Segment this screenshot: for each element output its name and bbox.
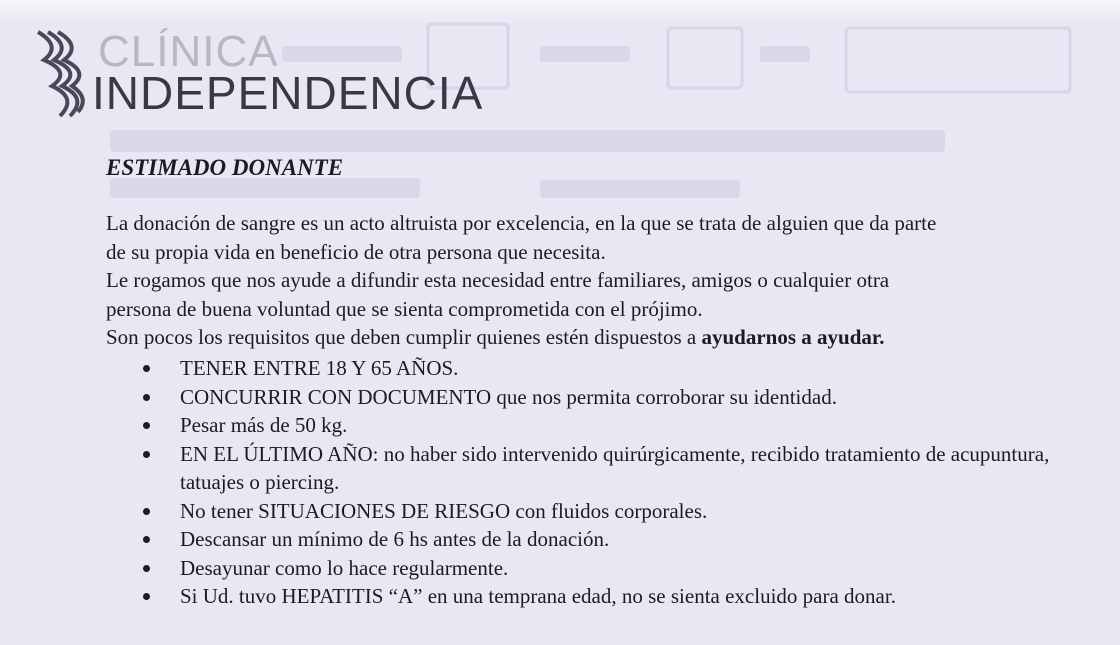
list-item xyxy=(0,383,1100,412)
requirements-list xyxy=(0,354,1120,611)
clinic-logo xyxy=(32,26,484,126)
requirement-text: Descansar un mínimo de 6 hs antes de la donación. xyxy=(180,527,610,551)
list-item xyxy=(0,354,1100,383)
list-item xyxy=(0,411,1100,440)
requirement-text: No tener SITUACIONES DE RIESGO con fluidos corporales. xyxy=(180,498,708,523)
requirement-text: CONCURRIR CON DOCUMENTO que nos permita corroborar su identidad. xyxy=(180,384,837,409)
bullet-icon xyxy=(143,565,150,572)
logo-waves-icon xyxy=(32,26,92,122)
letter-heading: ESTIMADO DONANTE xyxy=(106,155,344,180)
bullet-icon xyxy=(143,394,150,401)
requirement-text: EN EL ÚLTIMO AÑO: no haber sido intervenido quirúrgicamente, recibido tratamiento de acupuntura, tatuajes o piercing. xyxy=(180,441,1050,494)
requirements-intro xyxy=(106,323,1106,352)
requirement-text: Pesar más de 50 kg. xyxy=(180,413,348,437)
list-item xyxy=(0,525,1100,554)
requirement-text: Desayunar como lo hace regularmente. xyxy=(180,555,509,580)
bullet-icon xyxy=(143,422,150,429)
bullet-icon xyxy=(143,536,150,543)
bullet-icon xyxy=(143,508,150,515)
list-item xyxy=(0,440,1100,497)
list-item xyxy=(0,497,1100,526)
bullet-icon xyxy=(143,365,150,372)
list-item xyxy=(0,554,1100,583)
requirements-intro-emphasis: ayudarnos a ayudar. xyxy=(701,325,885,349)
intro-line: persona de buena voluntad que se sienta comprometida con el prójimo. xyxy=(106,296,703,321)
bullet-icon xyxy=(143,593,150,600)
intro-line: La donación de sangre es un acto altruista por excelencia, en la que se trata de alguien que da parte xyxy=(106,211,937,235)
bullet-icon xyxy=(143,451,150,458)
logo-name-bottom: INDEPENDENCIA xyxy=(92,67,484,119)
requirement-text: Si Ud. tuvo HEPATITIS “A” en una temprana edad, no se sienta excluido para donar. xyxy=(180,584,896,608)
list-item xyxy=(0,582,1100,611)
logo-name-top: CLÍNICA xyxy=(98,27,279,76)
intro-line: de su propia vida en beneficio de otra persona que necesita. xyxy=(106,239,606,264)
requirement-text: TENER ENTRE 18 Y 65 AÑOS. xyxy=(180,356,459,380)
requirements-intro-text: Son pocos los requisitos que deben cumplir quienes estén dispuestos a xyxy=(106,325,702,349)
intro-line: Le rogamos que nos ayude a difundir esta necesidad entre familiares, amigos o cualquier otra xyxy=(106,268,890,292)
intro-paragraph xyxy=(106,209,1106,352)
